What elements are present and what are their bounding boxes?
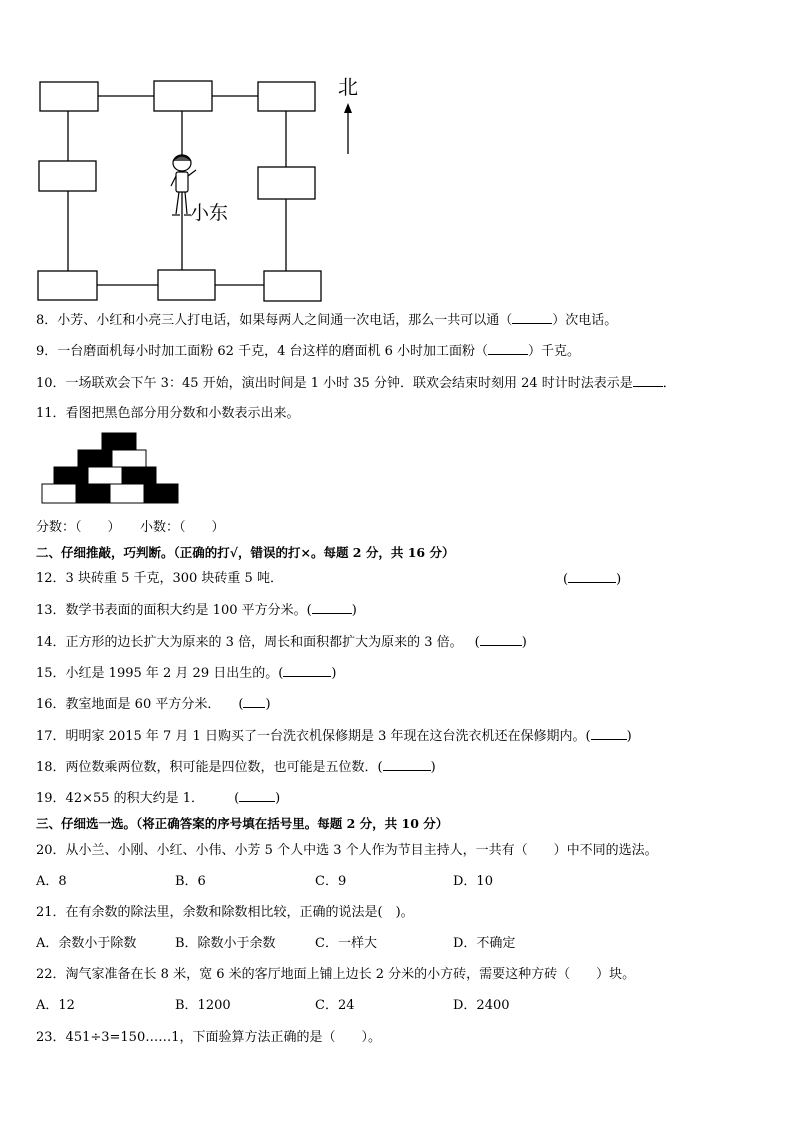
option-c[interactable]: C．一样大 <box>315 936 377 951</box>
question-17: 17．明明家 2015 年 7 月 1 日购买了一台洗衣机保修期是 3 年现在这台洗衣机还在保修期内。( ) <box>36 729 632 744</box>
option-a[interactable]: A．8 <box>36 874 67 889</box>
map-box-top-right <box>258 82 315 111</box>
map-box-top-center <box>154 81 212 111</box>
option-a[interactable]: A．余数小于除数 <box>36 936 137 951</box>
question-19: 19．42×55 的积大约是 1． ( ) <box>36 791 281 806</box>
option-c[interactable]: C．9 <box>315 874 347 889</box>
question-12: 12．3 块砖重 5 千克，300 块砖重 5 吨． <box>36 571 283 586</box>
question-11: 11．看图把黑色部分用分数和小数表示出来。 <box>36 406 300 421</box>
section-3-heading: 三、仔细选一选。（将正确答案的序号填在括号里。每题 2 分，共 10 分） <box>36 816 449 831</box>
answer-paren[interactable]: ( ) <box>585 729 632 744</box>
question-8: 8．小芳、小红和小亮三人打电话，如果每两人之间通一次电话，那么一共可以通（ ）次电话。 <box>36 313 618 328</box>
map-diagram <box>0 0 794 310</box>
answer-paren[interactable]: ( ) <box>306 603 357 618</box>
question-11-answer: 分数：（ ） 小数：（ ） <box>36 520 225 535</box>
question-16: 16．教室地面是 60 平方分米． ( ) <box>36 697 271 712</box>
option-b[interactable]: B．除数小于余数 <box>175 936 276 951</box>
option-d[interactable]: D．不确定 <box>453 936 516 951</box>
answer-blank[interactable] <box>512 311 552 324</box>
question-23: 23．451÷3=150……1，下面验算方法正确的是（ ）。 <box>36 1030 381 1045</box>
question-21: 21．在有余数的除法里，余数和除数相比较，正确的说法是( )。 <box>36 905 414 920</box>
answer-paren[interactable]: ( ) <box>238 697 271 712</box>
answer-paren[interactable]: ( ) <box>474 635 527 650</box>
answer-paren[interactable]: ( ) <box>234 791 281 806</box>
option-b[interactable]: B．1200 <box>175 998 231 1013</box>
brick-pyramid-figure <box>40 430 185 510</box>
person-label: 小东 <box>190 202 229 224</box>
question-9: 9．一台磨面机每小时加工面粉 62 千克，4 台这样的磨面机 6 小时加工面粉（ ）千克。 <box>36 344 581 359</box>
map-box-mid-right <box>258 167 315 199</box>
option-d[interactable]: D．10 <box>453 874 493 889</box>
question-18: 18．两位数乘两位数，积可能是四位数，也可能是五位数．( ) <box>36 760 436 775</box>
question-14: 14．正方形的边长扩大为原来的 3 倍，周长和面积都扩大为原来的 3 倍。 ( ) <box>36 635 527 650</box>
option-b[interactable]: B．6 <box>175 874 206 889</box>
map-box-bottom-left <box>38 271 97 300</box>
north-label: 北 <box>338 75 358 99</box>
question-20: 20．从小兰、小刚、小红、小伟、小芳 5 个人中选 3 个人作为节目主持人，一共有（ ）中不同的选法。 <box>36 843 658 858</box>
answer-blank[interactable] <box>488 342 528 355</box>
map-box-mid-left <box>39 161 96 191</box>
section-2-heading: 二、仔细推敲，巧判断。（正确的打√，错误的打×。每题 2 分，共 16 分） <box>36 545 455 560</box>
map-box-bottom-right <box>264 271 321 301</box>
question-10: 10．一场联欢会下午 3：45 开始，演出时间是 1 小时 35 分钟．联欢会结束时刻用 24 时计时法表示是 ． <box>36 376 676 391</box>
option-a[interactable]: A．12 <box>36 998 75 1013</box>
answer-paren[interactable]: ( ) <box>278 666 337 681</box>
answer-blank[interactable] <box>633 374 663 387</box>
answer-paren[interactable]: ( ) <box>377 760 436 775</box>
option-d[interactable]: D．2400 <box>453 998 510 1013</box>
option-c[interactable]: C．24 <box>315 998 355 1013</box>
question-13: 13．数学书表面的面积大约是 100 平方分米。( ) <box>36 603 357 618</box>
answer-paren[interactable]: ( ) <box>563 572 622 587</box>
north-arrow-icon <box>344 103 352 154</box>
map-box-top-left <box>40 82 98 111</box>
map-box-bottom-center <box>158 270 215 300</box>
question-22: 22．淘气家准备在长 8 米，宽 6 米的客厅地面上铺上边长 2 分米的小方砖，需要这种方砖（ ）块。 <box>36 967 636 982</box>
question-15: 15．小红是 1995 年 2 月 29 日出生的。( ) <box>36 666 337 681</box>
